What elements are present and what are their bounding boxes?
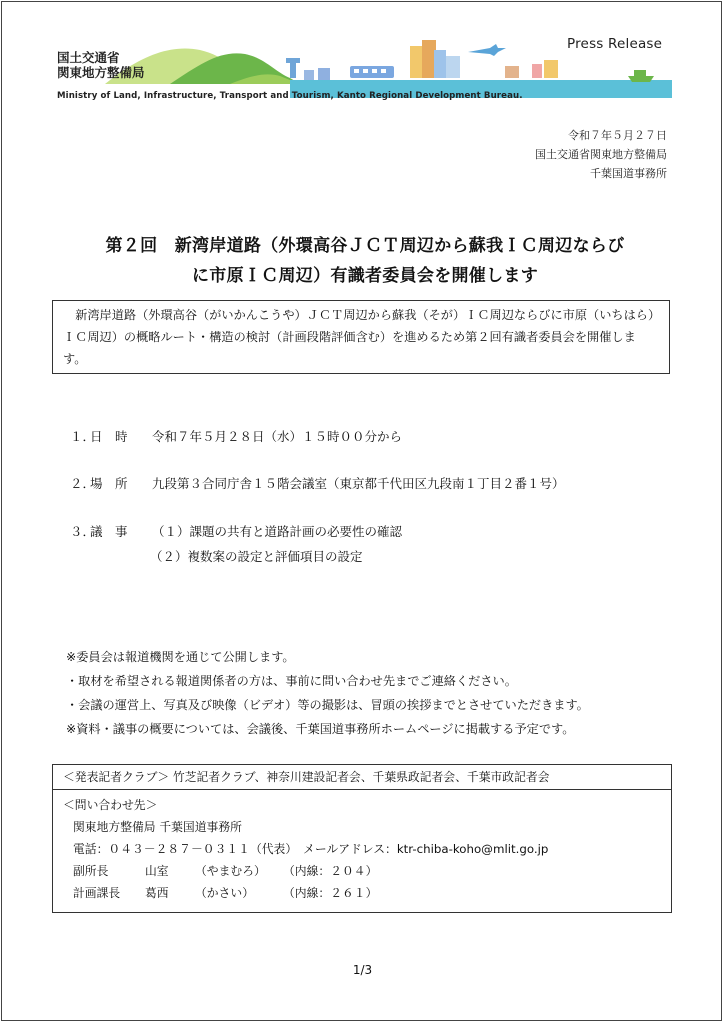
item-value: （１）課題の共有と道路計画の必要性の確認 <box>152 524 403 539</box>
item-value: 令和７年５月２８日（水）１５時００分から <box>152 429 403 444</box>
item-number: ２． <box>70 476 96 491</box>
page-title <box>60 231 670 291</box>
page-number: 1/3 <box>352 963 373 977</box>
contact-extension: （内線：２０４） <box>283 864 378 878</box>
building <box>304 70 314 80</box>
item-datetime <box>70 427 402 447</box>
tower <box>290 62 296 78</box>
contact-heading: ＜問い合わせ先＞ <box>63 798 158 812</box>
contact-extension: （内線：２６１） <box>283 886 378 900</box>
contact-kana: （やまむろ） <box>195 864 266 878</box>
airplane <box>468 44 506 56</box>
item-key: 場 所 <box>90 476 128 491</box>
org-line2: 関東地方整備局 <box>57 65 145 80</box>
ship <box>628 76 654 82</box>
contact-person <box>63 882 671 904</box>
issuer-office: 千葉国道事務所 <box>590 167 667 180</box>
title-line1: 第２回 新湾岸道路（外環高谷ＪＣＴ周辺から蘇我ＩＣ周辺ならび <box>105 236 625 256</box>
contact-title: 計画課長 <box>73 886 121 900</box>
note-line: ・取材を希望される報道関係者の方は、事前に問い合わせ先までご連絡ください。 <box>66 674 517 688</box>
release-date: 令和７年５月２７日 <box>568 129 667 142</box>
note-line: ・会議の運営上、写真及び映像（ビデオ）等の撮影は、冒頭の挨拶までとさせていただきます。 <box>66 698 589 712</box>
ship-building <box>505 66 519 78</box>
contact-kana: （かさい） <box>195 886 254 900</box>
contact-name: 葛西 <box>145 886 169 900</box>
item-agenda-second: （２）複数案の設定と評価項目の設定 <box>150 549 363 564</box>
title-line2: に市原ＩＣ周辺）有識者委員会を開催します <box>192 266 538 286</box>
issuer-bureau: 国土交通省関東地方整備局 <box>535 148 667 161</box>
item-key: 議 事 <box>90 524 128 539</box>
contact-person <box>63 860 671 882</box>
summary-box: 新湾岸道路（外環高谷（がいかんこうや）ＪＣＴ周辺から蘇我（そが）ＩＣ周辺ならびに市原（いちはら）ＩＣ周辺）の概略ルート・構造の検討（計画段階評価含む）を進めるため第２回有識者委員会を開催します。 <box>52 300 670 374</box>
contact-box <box>52 790 672 913</box>
org-name <box>57 50 145 80</box>
item-venue <box>70 474 565 494</box>
item-number: １． <box>70 429 96 444</box>
item-agenda <box>70 522 402 542</box>
note-line: ※委員会は報道機関を通じて公開します。 <box>66 650 295 664</box>
item-number: ３． <box>70 524 96 539</box>
item-key: 日 時 <box>90 429 128 444</box>
note-line: ※資料・議事の概要については、会議後、千葉国道事務所ホームページに掲載する予定です。 <box>66 722 575 736</box>
notes <box>66 645 589 741</box>
ministry-english-name: Ministry of Land, Infrastructure, Transport and Tourism, Kanto Regional Development Bureau. <box>57 91 523 101</box>
contact-office: 関東地方整備局 千葉国道事務所 <box>73 820 242 834</box>
contact-title: 副所長 <box>73 864 109 878</box>
release-meta <box>535 126 667 183</box>
org-line1: 国土交通省 <box>57 50 120 65</box>
contact-phone-email[interactable]: 電話：０４３－２８７－０３１１（代表） メールアドレス：ktr-chiba-koho@mlit.go.jp <box>73 842 549 856</box>
contact-name: 山室 <box>145 864 169 878</box>
press-release-label: Press Release <box>567 36 663 52</box>
item-value: 九段第３合同庁舎１５階会議室（東京都千代田区九段南１丁目２番１号） <box>152 476 565 491</box>
press-club-box: ＜発表記者クラブ＞ 竹芝記者クラブ、神奈川建設記者会、千葉県政記者会、千葉市政記者会 <box>52 764 672 790</box>
